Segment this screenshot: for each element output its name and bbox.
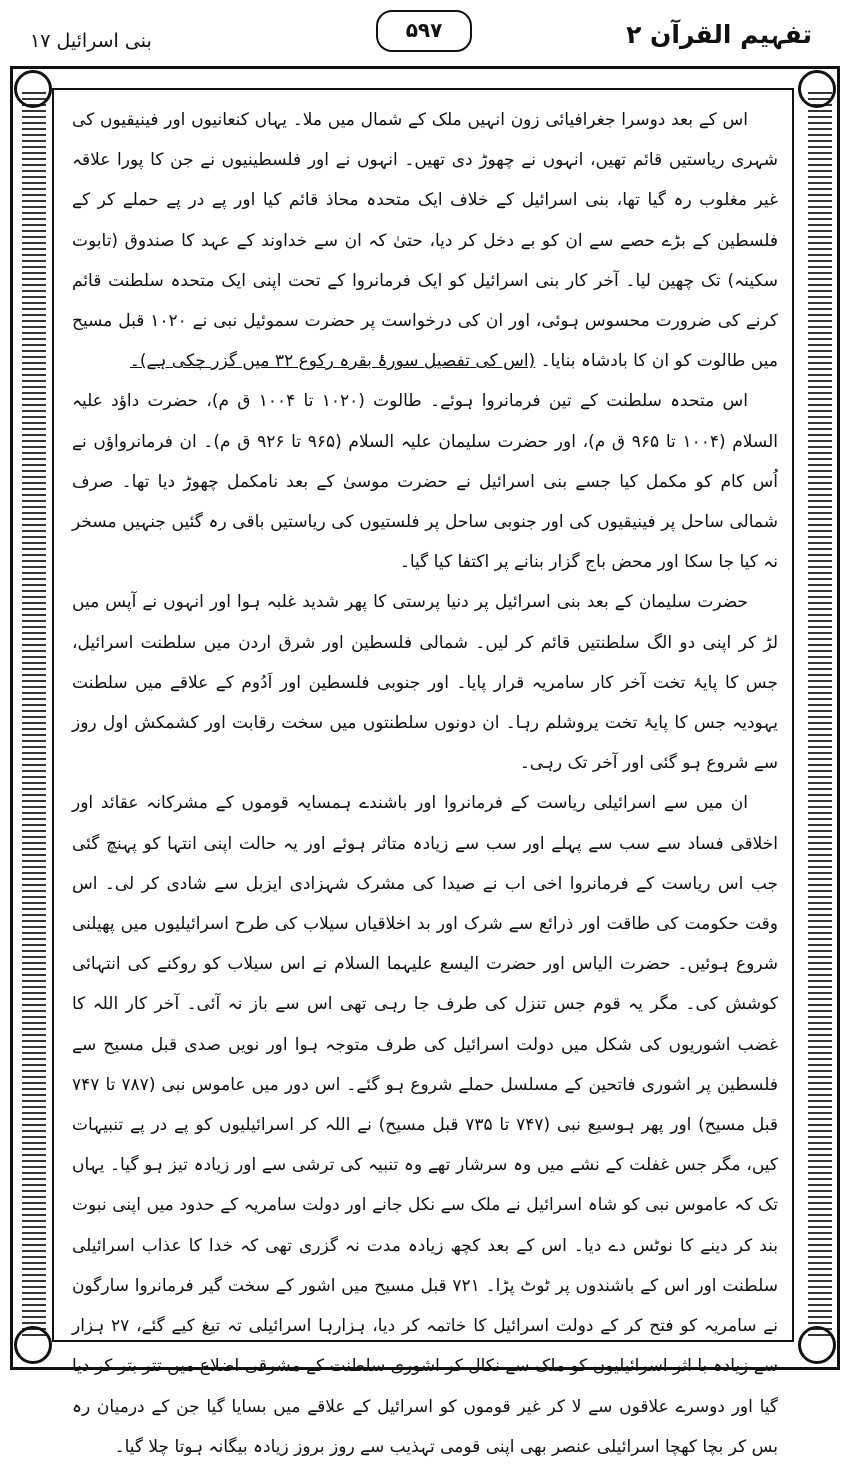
page-header bbox=[0, 0, 856, 62]
header-surah-ref: بنی اسرائیل ۱۷ bbox=[30, 30, 152, 52]
corner-ornament-top-left bbox=[14, 70, 52, 108]
paragraph-4: ان میں سے اسرائیلی ریاست کے فرمانروا اور باشندے ہمسایہ قوموں کے مشرکانہ عقائد اور اخلاقی فساد سے سب سے پہلے اور سب سے زیادہ متاثر ہوئے اور یہ حالت اپنی انتہا کو پہنچ گئی جب اس ریاست کے فرمانروا اخی اب نے صیدا کی مشرک شہزادی ایزبل سے شادی کر لی۔ اس وقت حکومت کی طاقت اور ذرائع سے شرک اور بد اخلاقیاں سیلاب کی طرح اسرائیلیوں میں پھیلنی شروع ہوئیں۔ حضرت الیاس اور حضرت الیسع علیہما السلام نے اس سیلاب کو روکنے کی انتہائی کوشش کی۔ مگر یہ قوم جس تنزل کی طرف جا رہی تھی اس سے باز نہ آئی۔ آخر کار اللہ کا غضب اشوریوں کی شکل میں دولت اسرائیل کی طرف متوجہ ہوا اور نویں صدی قبل مسیح سے فلسطین پر اشوری فاتحین کے مسلسل حملے شروع ہو گئے۔ اس دور میں عاموس نبی (۷۸۷ تا ۷۴۷ قبل مسیح) اور پھر ہوسیع نبی (۷۴۷ تا ۷۳۵ قبل مسیح) نے اللہ کر اسرائیلیوں کو پے در پے تنبیہات کیں، مگر جس غفلت کے نشے میں وہ سرشار تھے وہ تنبیہ کی ترشی سے اور زیادہ تیز ہو گیا۔ یہاں تک کہ عاموس نبی کو شاہ اسرائیل نے ملک سے نکل جانے اور دولت سامریہ کے حدود میں اپنی نبوت بند کر دینے کا نوٹس دے دیا۔ اس کے بعد کچھ زیادہ مدت نہ گزری تھی کہ خدا کا عذاب اسرائیلی سلطنت اور اس کے باشندوں پر ٹوٹ پڑا۔ ۷۲۱ قبل مسیح میں اشور کے سخت گیر فرمانروا سارگون نے سامریہ کو فتح کر کے دولت اسرائیل کا خاتمہ کر دیا، ہزارہا اسرائیلی تہ تیغ کیے گئے، ۲۷ ہزار سے زیادہ با اثر اسرائیلیوں کو ملک سے نکال کر اشوری سلطنت کے مشرقی اضلاع میں تتر بتر کر دیا گیا اور دوسرے علاقوں سے لا کر غیر قوموں کو اسرائیل کے علاقے میں بسایا گیا جن کے درمیان رہ بس کر بچا کھچا اسرائیلی عنصر بھی اپنی قومی تہذیب سے روز بروز زیادہ بیگانہ ہوتا چلا گیا۔ bbox=[72, 793, 779, 1457]
corner-ornament-bottom-right bbox=[798, 1326, 836, 1364]
header-book-title: تفہیم القرآن ۲ bbox=[626, 20, 812, 49]
paragraph-2: اس متحدہ سلطنت کے تین فرمانروا ہوئے۔ طالوت (۱۰۲۰ تا ۱۰۰۴ ق م)، حضرت داؤد علیہ السلام (۱۰۰۴ تا ۹۶۵ ق م)، اور حضرت سلیمان علیہ السلام (۹۶۵ تا ۹۲۶ ق م)۔ ان فرمانرواؤں نے اُس کام کو مکمل کیا جسے بنی اسرائیل نے حضرت موسیٰ کے بعد نامکمل چھوڑ دیا تھا۔ صرف شمالی ساحل پر فینیقیوں کی اور جنوبی ساحل پر فلستیوں کی ریاستیں باقی رہ گئیں جنہیں مسخر نہ کیا جا سکا اور محض باج گزار بنانے پر اکتفا کیا گیا۔ bbox=[72, 391, 779, 573]
body-text bbox=[72, 100, 779, 1457]
cross-reference-note: (اس کی تفصیل سورۂ بقرہ رکوع ۳۲ میں گزر چکی ہے)۔ bbox=[129, 351, 536, 372]
page-number-cartouche: ۵۹۷ bbox=[376, 10, 472, 52]
paragraph-1-text: اس کے بعد دوسرا جغرافیائی زون انہیں ملک کے شمال میں ملا۔ یہاں کنعانیوں اور فینیقیوں کی شہری ریاستیں قائم تھیں، انہوں نے چھوڑ دی تھیں۔ انہوں نے اور فلسطینیوں نے جن کا پورا علاقہ غیر مغلوب رہ گیا تھا، بنی اسرائیل کے خلاف ایک متحدہ محاذ قائم کیا اور پے در پے حملے کر کے فلسطین کے بڑے حصے سے ان کو بے دخل کر دیا، حتیٰ کہ ان سے خداوند کے عہد کا صندوق (تابوت سکینہ) تک چھین لیا۔ آخر کار بنی اسرائیل کو ایک فرمانروا کے تحت اپنی ایک متحدہ سلطنت قائم کرنے کی ضرورت محسوس ہوئی، اور ان کی درخواست پر حضرت سموئیل نبی نے ۱۰۲۰ قبل مسیح میں طالوت کو ان کا بادشاہ بنایا۔ bbox=[72, 110, 778, 372]
right-ornamental-column bbox=[808, 92, 832, 1338]
paragraph-1 bbox=[72, 100, 778, 381]
corner-ornament-top-right bbox=[798, 70, 836, 108]
left-ornamental-column bbox=[22, 92, 46, 1338]
corner-ornament-bottom-left bbox=[14, 1326, 52, 1364]
paragraph-3: حضرت سلیمان کے بعد بنی اسرائیل پر دنیا پرستی کا پھر شدید غلبہ ہوا اور انہوں نے آپس میں لڑ کر اپنی دو الگ سلطنتیں قائم کر لیں۔ شمالی فلسطین اور شرق اردن میں سلطنت اسرائیل، جس کا پایۂ تخت آخر کار سامریہ قرار پایا۔ اور جنوبی فلسطین اور اَدُوم کے علاقے میں سلطنت یہودیہ جس کا پایۂ تخت یروشلم رہا۔ ان دونوں سلطنتوں میں سخت رقابت اور کشمکش اول روز سے شروع ہو گئی اور آخر تک رہی۔ bbox=[72, 592, 778, 774]
